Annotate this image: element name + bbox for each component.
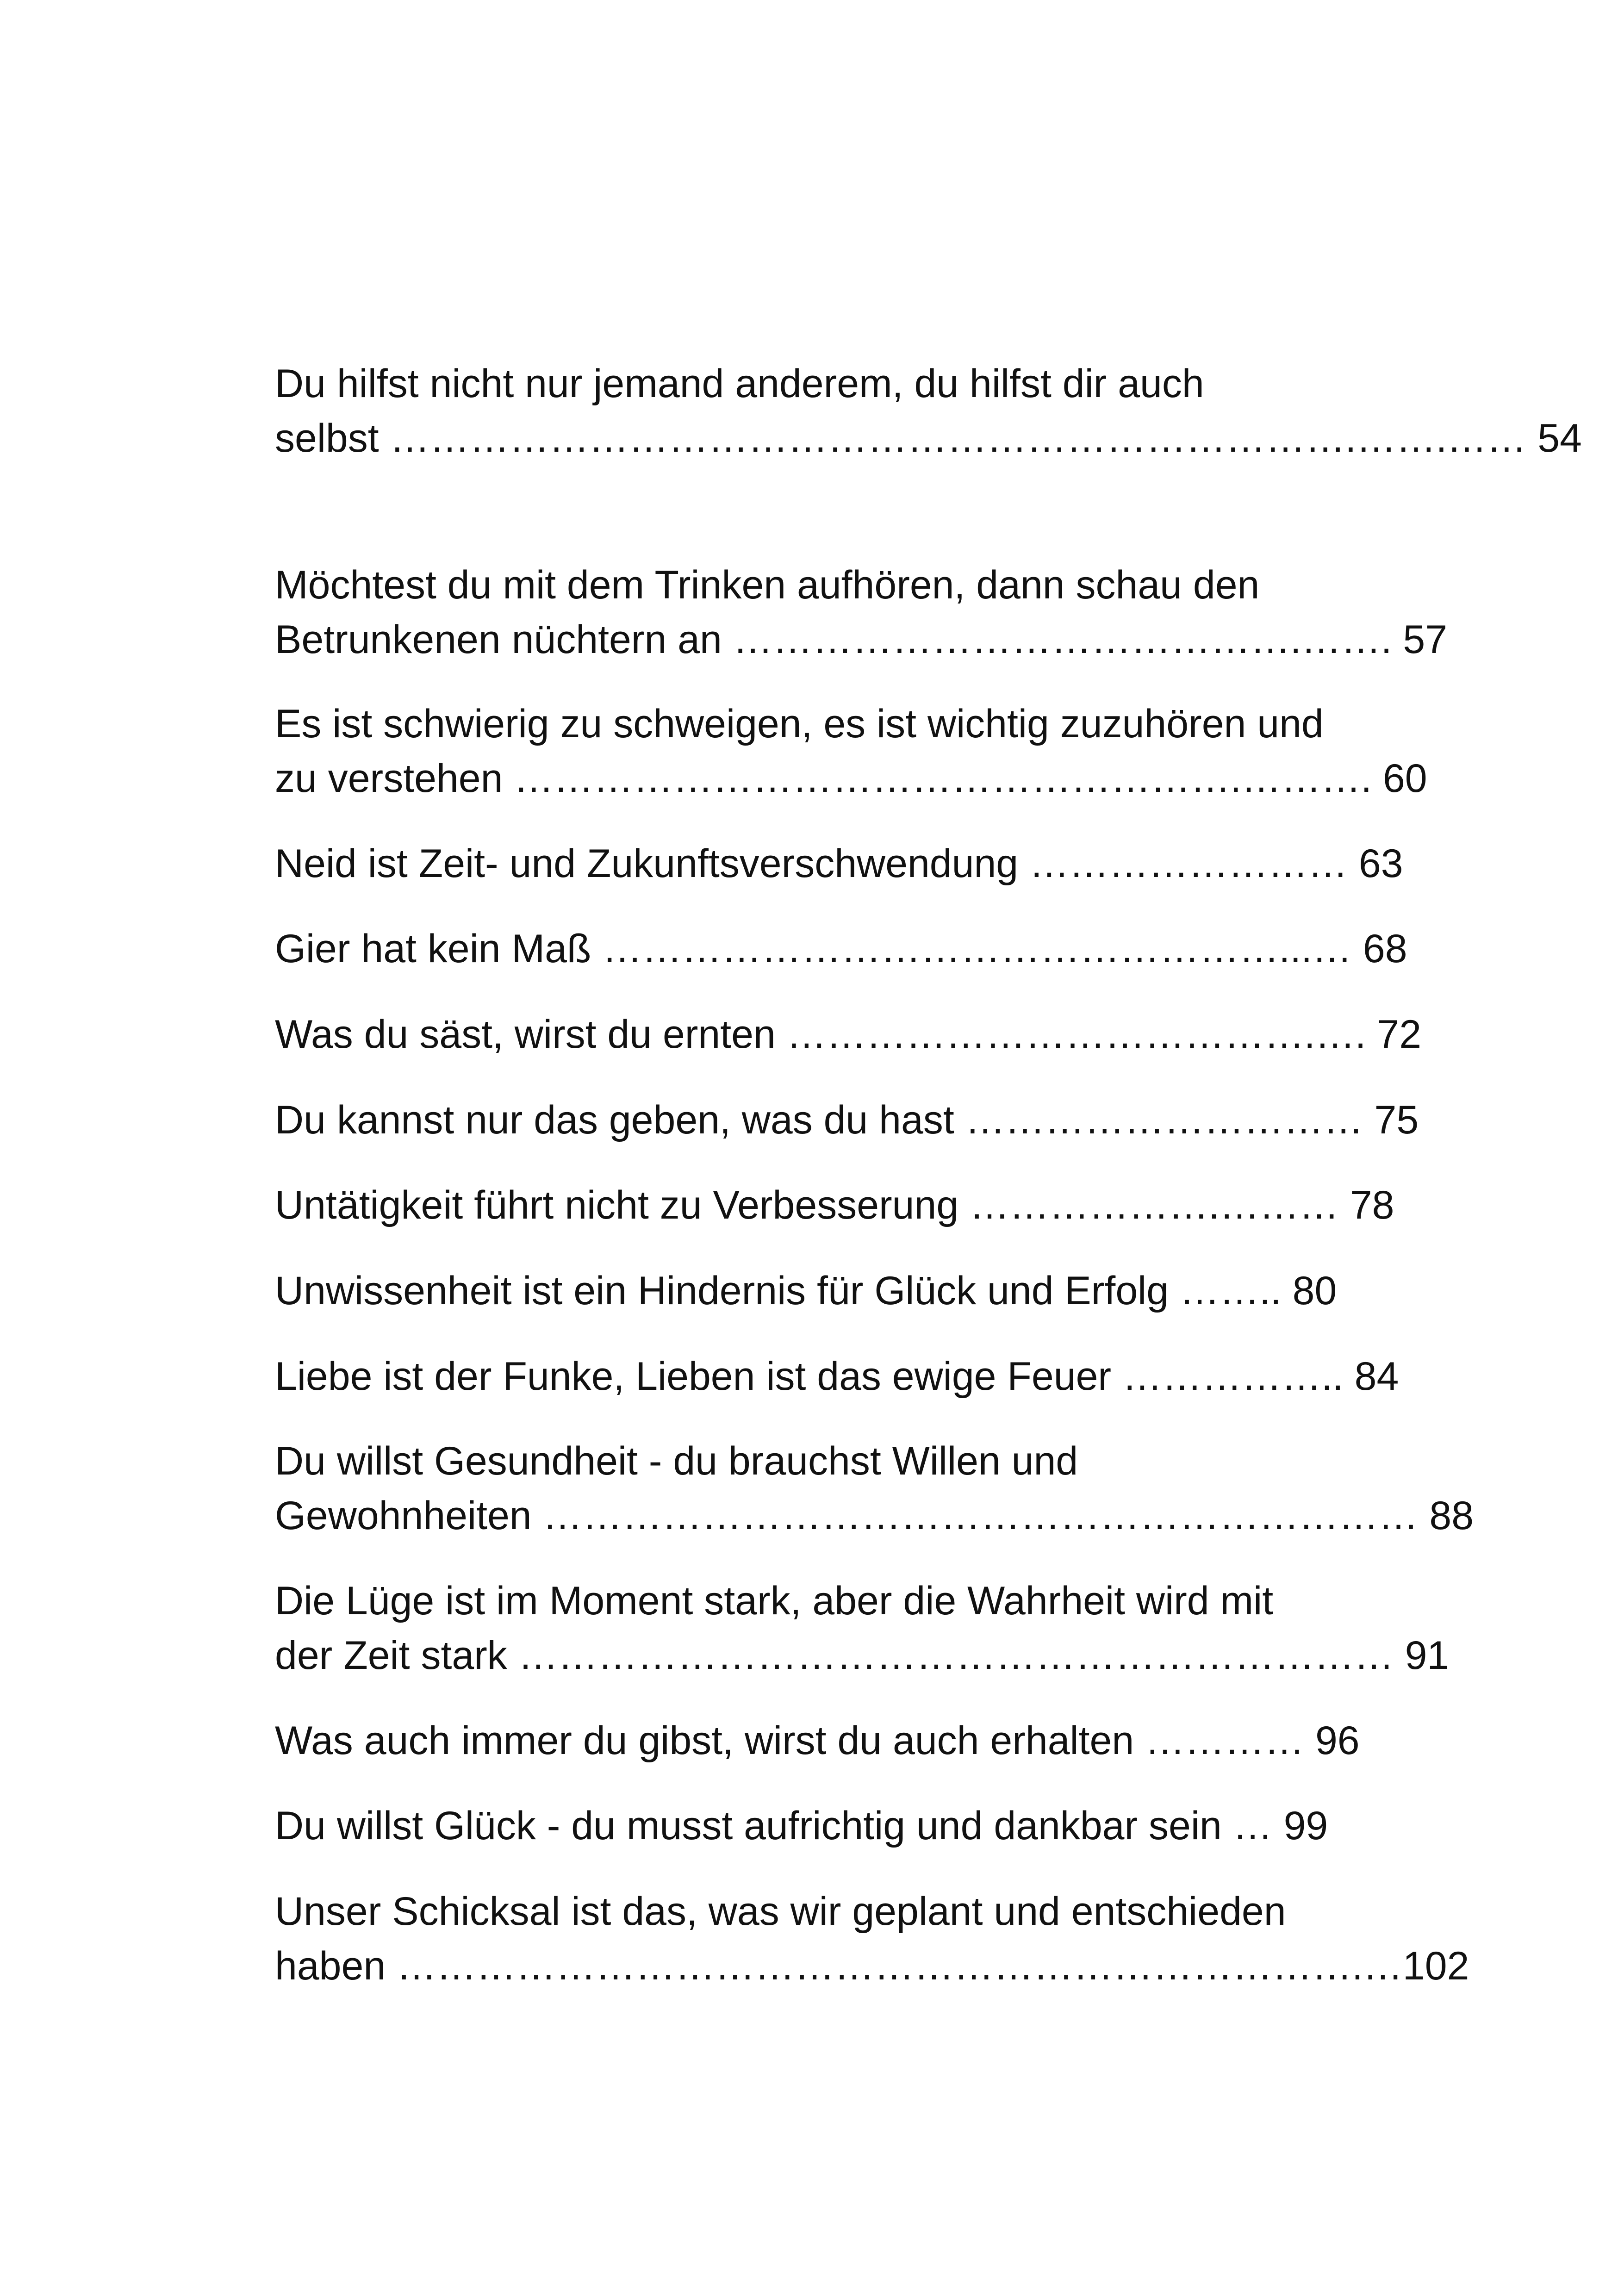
toc-entry-line: haben ……………………………………………………………….…102 — [275, 1944, 1469, 1988]
toc-entry-line: Es ist schwierig zu schweigen, es ist wichtig zuzuhören und — [275, 702, 1324, 746]
toc-entry-line: Unser Schicksal ist das, was wir geplant und entschieden — [275, 1889, 1286, 1934]
toc-entry — [275, 1349, 1399, 1404]
toc-entry-line: Du willst Glück - du musst aufrichtig und dankbar sein … 99 — [275, 1804, 1328, 1848]
toc-entry-line: der Zeit stark ………………………………………………………… 91 — [275, 1633, 1450, 1678]
toc-entry — [275, 1884, 1469, 1993]
toc-entry-line: Gewohnheiten ………………………………………………………… 88 — [275, 1493, 1474, 1538]
toc-entry — [275, 1263, 1376, 1318]
toc-entry — [275, 1178, 1394, 1232]
toc-entry — [275, 697, 1427, 806]
toc-entry — [275, 921, 1407, 976]
toc-entry-line: Möchtest du mit dem Trinken aufhören, dann schau den — [275, 563, 1260, 607]
toc-entry-line: Du kannst nur das geben, was du hast ………………………… 75 — [275, 1098, 1419, 1142]
toc-entry — [275, 1434, 1474, 1543]
toc-entry-line: Du willst Gesundheit - du brauchst Willen und — [275, 1439, 1078, 1483]
toc-entry-line: zu verstehen ……………………………………………….………. 60 — [275, 756, 1427, 801]
toc-entry — [275, 1093, 1419, 1147]
toc-entry-line: Unwissenheit ist ein Hindernis für Glück und Erfolg …….. 80 — [275, 1269, 1337, 1313]
toc-entry — [275, 1798, 1376, 1853]
toc-entry — [275, 1574, 1450, 1683]
toc-entry — [275, 356, 1582, 466]
toc-entry-line: Gier hat kein Maß ……………………………………………...… 68 — [275, 927, 1407, 971]
toc-entry-line: Du hilfst nicht nur jemand anderem, du hilfst dir auch — [275, 361, 1204, 406]
toc-entry-line: Was auch immer du gibst, wirst du auch erhalten ………… 96 — [275, 1718, 1360, 1763]
toc-entry — [275, 836, 1403, 891]
toc-entry — [275, 1713, 1376, 1768]
toc-entry-line: Neid ist Zeit- und Zukunftsverschwendung …………………… 63 — [275, 841, 1403, 886]
toc-entry — [275, 558, 1448, 667]
toc-entry-line: Die Lüge ist im Moment stark, aber die Wahrheit wird mit — [275, 1579, 1274, 1623]
toc-entry — [275, 1007, 1422, 1062]
toc-entry-line: Was du säst, wirst du ernten ………………………………….…. 72 — [275, 1012, 1422, 1057]
toc-entry-line: Betrunkenen nüchtern an …………………………………….……. 57 — [275, 617, 1448, 662]
toc-entry-line: Untätigkeit führt nicht zu Verbesserung ……………….……… 78 — [275, 1183, 1394, 1227]
toc-entry-line: selbst ……………………………………………………………….…….…… 54 — [275, 416, 1582, 460]
toc-entry-line: Liebe ist der Funke, Lieben ist das ewige Feuer …………….. 84 — [275, 1354, 1399, 1399]
